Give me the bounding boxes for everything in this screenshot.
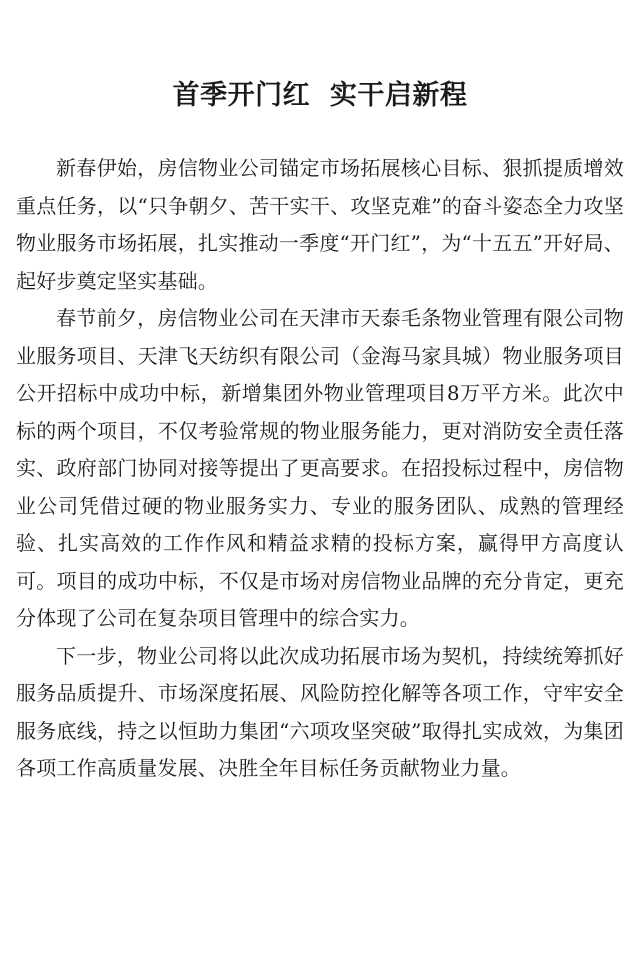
article-paragraph-2: 春节前夕，房信物业公司在天津市天泰毛条物业管理有限公司物业服务项目、天津飞天纺织有限公司（金海马家具城）物业服务项目公开招标中成功中标，新增集团外物业管理项目8万平方米。此次中标的两个项目，不仅考验常规的物业服务能力，更对消防安全责任落实、政府部门协同对接等提出了更高要求。在招投标过程中，房信物业公司凭借过硬的物业服务实力、专业的服务团队、成熟的管理经验、扎实高效的工作作风和精益求精的投标方案，赢得甲方高度认可。项目的成功中标，不仅是市场对房信物业品牌的充分肯定，更充分体现了公司在复杂项目管理中的综合实力。 (16, 306, 624, 630)
article-body (16, 150, 624, 788)
article-paragraph-1: 新春伊始，房信物业公司锚定市场拓展核心目标、狠抓提质增效重点任务，以“只争朝夕、苦干实干、攻坚克难”的奋斗姿态全力攻坚物业服务市场拓展，扎实推动一季度“开门红”，为“十五五”开好局、起好步奠定坚实基础。 (16, 156, 624, 293)
article-paragraph-3: 下一步，物业公司将以此次成功拓展市场为契机，持续统筹抓好服务品质提升、市场深度拓展、风险防控化解等各项工作，守牢安全服务底线，持之以恒助力集团“六项攻坚突破”取得扎实成效，为集团各项工作高质量发展、决胜全年目标任务贡献物业力量。 (16, 643, 624, 780)
article-title: 首季开门红 实干启新程 (172, 80, 468, 111)
